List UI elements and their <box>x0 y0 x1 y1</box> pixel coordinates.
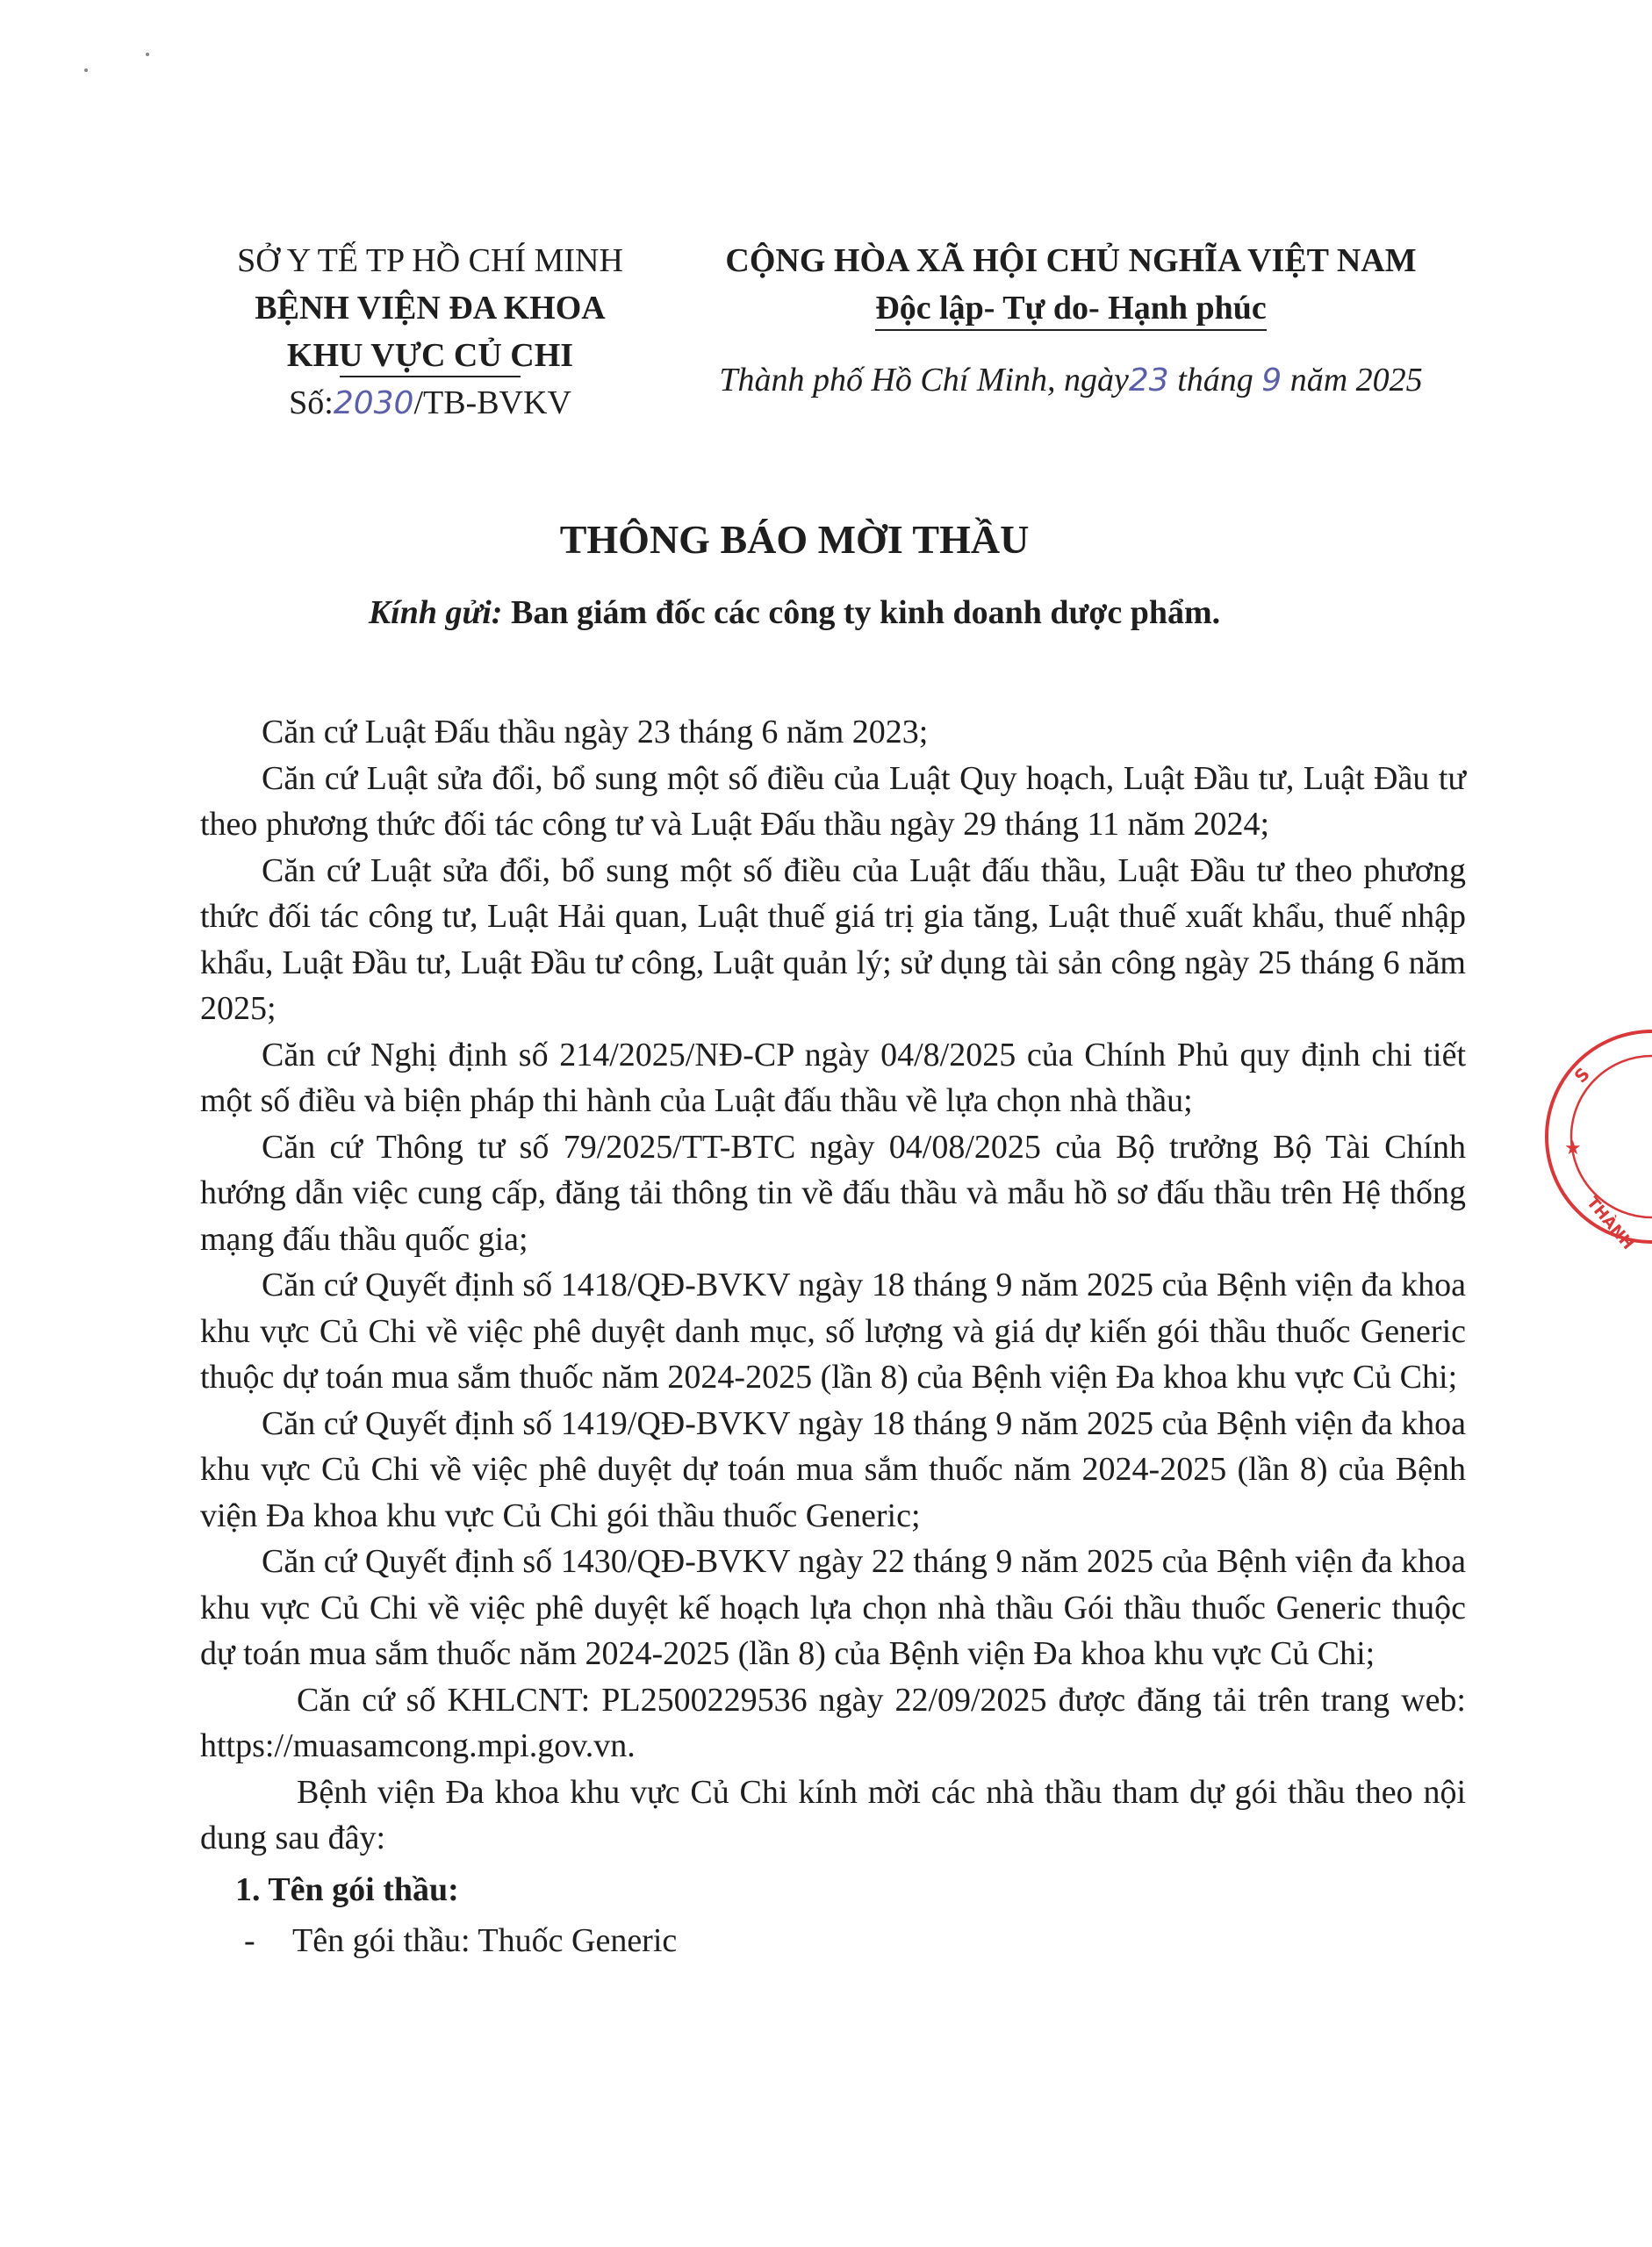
national-motto: Độc lập- Tự do- Hạnh phúc <box>875 287 1267 331</box>
legal-basis-paragraph: Căn cứ Quyết định số 1418/QĐ-BVKV ngày 18 tháng 9 năm 2025 của Bệnh viện đa khoa khu vực Củ Chi về việc phê duyệt danh mục, số lượng và giá dự kiến gói thầu thuốc Generic thuộc dự toán mua sắm thuốc năm 2024-2025 (lần 8) của Bệnh viện Đa khoa khu vực Củ Chi; <box>200 1267 1466 1396</box>
legal-basis-paragraph: Căn cứ Quyết định số 1430/QĐ-BVKV ngày 22 tháng 9 năm 2025 của Bệnh viện đa khoa khu vực Củ Chi về việc phê duyệt kế hoạch lựa chọn nhà thầu Gói thầu thuốc Generic thuộc dự toán mua sắm thuốc năm 2024-2025 (lần 8) của Bệnh viện Đa khoa khu vực Củ Chi; <box>200 1543 1466 1672</box>
document-number <box>202 379 658 427</box>
document-number-suffix: /TB-BVKV <box>413 384 571 421</box>
red-seal-stamp <box>1520 1023 1652 1251</box>
national-header-block <box>676 237 1466 405</box>
date-prefix: Thành phố Hồ Chí Minh, ngày <box>719 362 1129 398</box>
document-number-prefix: Số: <box>289 384 334 421</box>
date-day-handwritten: 23 <box>1128 363 1169 398</box>
legal-basis-paragraph: Căn cứ Nghị định số 214/2025/NĐ-CP ngày 04/8/2025 của Chính Phủ quy định chi tiết một số điều và biện pháp thi hành của Luật đấu thầu về lựa chọn nhà thầu; <box>200 1036 1466 1119</box>
package-name: Tên gói thầu: Thuốc Generic <box>292 1922 678 1959</box>
section-1-heading: 1. Tên gói thầu: <box>235 1870 459 1908</box>
svg-text:S: S <box>1569 1063 1594 1088</box>
legal-basis-paragraph: Căn cứ Thông tư số 79/2025/TT-BTC ngày 04/08/2025 của Bộ trưởng Bộ Tài Chính hướng dẫn việc cung cấp, đăng tải thông tin về đấu thầu và mẫu hồ sơ đấu thầu trên Hệ thống mạng đấu thầu quốc gia; <box>200 1128 1466 1258</box>
issue-date <box>676 356 1466 405</box>
national-title: CỘNG HÒA XÃ HỘI CHỦ NGHĨA VIỆT NAM <box>725 242 1417 279</box>
legal-basis-paragraph: Căn cứ Luật Đấu thầu ngày 23 tháng 6 năm 2023; <box>262 714 929 750</box>
document-number-handwritten: 2030 <box>333 385 414 421</box>
scan-speck <box>146 53 149 56</box>
section-1-item <box>200 1918 1466 1964</box>
invitation-paragraph: Bệnh viện Đa khoa khu vực Củ Chi kính mời các nhà thầu tham dự gói thầu theo nội dung sau đây: <box>200 1773 1466 1856</box>
legal-basis-paragraph: Căn cứ Quyết định số 1419/QĐ-BVKV ngày 18 tháng 9 năm 2025 của Bệnh viện đa khoa khu vực Củ Chi về việc phê duyệt dự toán mua sắm thuốc năm 2024-2025 (lần 8) của Bệnh viện Đa khoa khu vực Củ Chi gói thầu thuốc Generic; <box>200 1404 1466 1534</box>
date-month-handwritten: 9 <box>1261 363 1282 398</box>
date-year: năm 2025 <box>1289 362 1423 398</box>
recipient-line <box>0 593 1589 632</box>
svg-text:★: ★ <box>1564 1138 1582 1159</box>
recipient-text: Ban giám đốc các công ty kinh doanh dược phẩm. <box>510 594 1221 631</box>
document-body <box>200 709 1466 1964</box>
agency-line-2: BỆNH VIỆN ĐA KHOA <box>255 290 606 327</box>
recipient-label: Kính gửi: <box>368 594 503 631</box>
svg-text:THÀNH: THÀNH <box>1583 1193 1638 1253</box>
agency-line-3: KHU VỰC CỦ CHI <box>287 332 573 379</box>
legal-basis-paragraph: Căn cứ Luật sửa đổi, bổ sung một số điều của Luật đấu thầu, Luật Đầu tư theo phương thức đối tác công tư, Luật Hải quan, Luật thuế giá trị gia tăng, Luật thuế xuất khẩu, thuế nhập khẩu, Luật Đầu tư, Luật Đầu tư công, Luật quản lý; sử dụng tài sản công ngày 25 tháng 6 năm 2025; <box>200 851 1466 1027</box>
scan-speck <box>84 68 88 72</box>
agency-line-1: SỞ Y TẾ TP HỒ CHÍ MINH <box>237 242 623 279</box>
date-month-label: tháng <box>1177 362 1253 398</box>
legal-basis-paragraph: Căn cứ Luật sửa đổi, bổ sung một số điều của Luật Quy hoạch, Luật Đầu tư, Luật Đầu tư theo phương thức đối tác công tư và Luật Đấu thầu ngày 29 tháng 11 năm 2024; <box>200 759 1466 843</box>
document-title: THÔNG BÁO MỜI THẦU <box>559 517 1030 562</box>
issuing-agency-block <box>202 237 658 427</box>
dash-bullet: - <box>244 1922 255 1959</box>
legal-basis-paragraph: Căn cứ số KHLCNT: PL2500229536 ngày 22/09/2025 được đăng tải trên trang web: https://muasamcong.mpi.gov.vn. <box>200 1681 1466 1764</box>
